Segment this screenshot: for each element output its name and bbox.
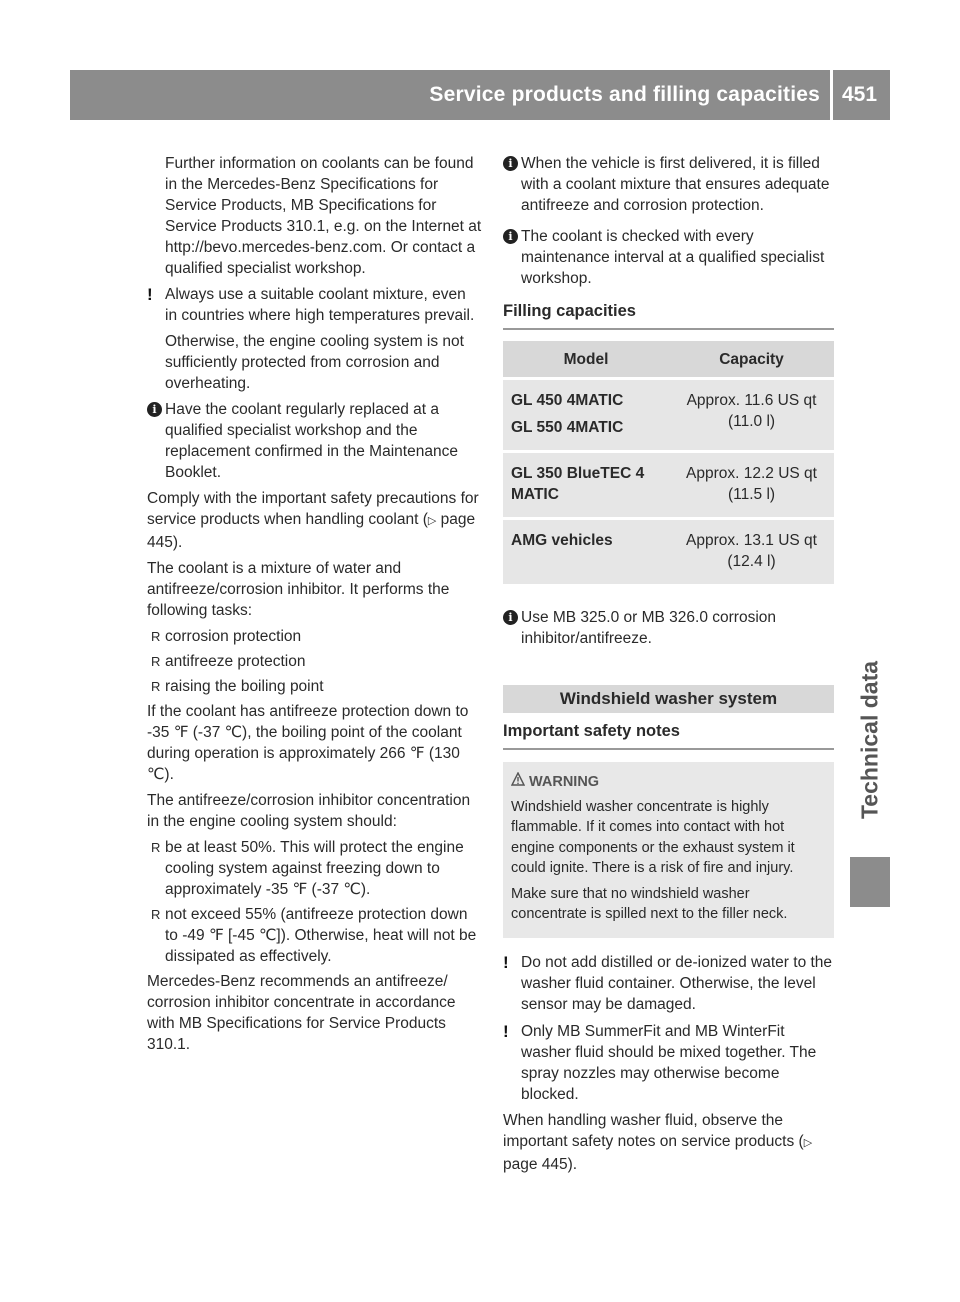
page-header <box>70 70 890 120</box>
info-icon: i <box>147 402 162 417</box>
warning-text: Windshield washer concentrate is highly flammable. If it comes into contact with hot engine components or the exhaust system it could ignite. There is a risk of fire and injury. <box>511 798 795 876</box>
paragraph-text: When handling washer fluid, observe the important safety notes on service products <box>503 1111 795 1150</box>
model-name: GL 450 4MATIC <box>511 392 624 409</box>
info-text: Use MB 325.0 or MB 326.0 corrosion inhibitor/antifreeze. <box>521 609 777 647</box>
model-cell <box>503 380 669 450</box>
filling-capacities-table <box>503 338 834 587</box>
capacity-cell: Approx. 12.2 US qt (11.5 l) <box>669 453 834 517</box>
washer-fluid-paragraph <box>503 1110 834 1175</box>
info-coolant-checked <box>503 226 834 289</box>
note-text: Do not add distilled or de-ionized water to the washer fluid container. Otherwise, the level sensor may be damaged. <box>521 953 833 1013</box>
boiling-point-paragraph: If the coolant has antifreeze protection down to -35 ℉ (-37 ℃), the boiling point of the coolant during operation is approximately 266 ℉ (130 ℃). <box>147 703 469 783</box>
exclamation-icon: ! <box>147 285 153 304</box>
safety-precautions-paragraph <box>147 488 482 553</box>
coolant-info-paragraph: Further information on coolants can be found in the Mercedes-Benz Specifications for Service Products, MB Specifications for Service Products 310.1, e.g. on the Internet at http://bevo.mercedes-benz.com. Or contact a qualified specialist workshop. <box>165 155 482 277</box>
info-text: Have the coolant regularly replaced at a qualified specialist workshop and the replacement confirmed in the Maintenance Booklet. <box>165 401 458 481</box>
left-column <box>147 153 482 1060</box>
exclamation-icon: ! <box>503 952 509 972</box>
column-header-capacity: Capacity <box>669 341 834 377</box>
coolant-mixture-paragraph: The coolant is a mixture of water and antifreeze/corrosion inhibitor. It performs the following tasks: <box>147 560 450 619</box>
list-item-text: antifreeze protection <box>165 653 306 670</box>
list-item <box>147 837 482 900</box>
table-header-row <box>503 341 834 377</box>
bullet-icon: R <box>151 629 161 644</box>
paren: ( <box>422 511 428 528</box>
list-item-text: be at least 50%. This will protect the engine cooling system against freezing down to approximately -35 ℉ (-37 ℃). <box>165 839 464 898</box>
model-name: AMG vehicles <box>511 532 613 549</box>
bullet-icon: R <box>151 679 161 694</box>
note-text: Only MB SummerFit and MB WinterFit washer fluid should be mixed together. The spray nozzles may otherwise become blocked. <box>521 1022 817 1103</box>
capacity-cell: Approx. 13.1 US qt (12.4 l) <box>669 520 834 584</box>
section-title: Windshield washer system <box>503 685 834 713</box>
model-name: GL 550 4MATIC <box>511 419 624 436</box>
side-tab-label: Technical data <box>856 660 883 820</box>
right-column <box>503 153 834 1180</box>
info-replace-coolant <box>147 399 482 483</box>
table-row <box>503 380 834 450</box>
capacity-cell: Approx. 11.6 US qt (11.0 l) <box>669 380 834 450</box>
info-text: When the vehicle is first delivered, it is filled with a coolant mixture that ensures adequate antifreeze and corrosion protection. <box>521 155 830 214</box>
bullet-icon: R <box>151 840 161 855</box>
note-distilled-water <box>503 952 834 1015</box>
side-tab-marker <box>850 857 890 907</box>
list-item <box>147 626 482 647</box>
note-washer-fluid-mix <box>503 1021 834 1105</box>
info-text: The coolant is checked with every maintenance interval at a qualified specialist workshop. <box>521 228 825 287</box>
bullet-icon: R <box>151 907 161 922</box>
paragraph-text: Comply with the important safety precautions for service products when handling coolant <box>147 490 479 528</box>
page-ref-arrow-icon: ▷ <box>427 515 437 527</box>
warning-triangle-icon <box>511 772 525 793</box>
list-item-text: not exceed 55% (antifreeze protection down to -49 ℉ [-45 ℃]). Otherwise, heat will not be dissipated as effectively. <box>165 906 477 965</box>
table-row <box>503 520 834 584</box>
warning-box <box>503 762 834 938</box>
info-first-delivery <box>503 153 834 216</box>
warning-title <box>511 772 824 793</box>
paren: ( <box>798 1132 804 1150</box>
note-text: Always use a suitable coolant mixture, even in countries where high temperatures prevail. <box>165 286 475 324</box>
column-header-model: Model <box>503 341 669 377</box>
exclamation-icon: ! <box>503 1021 509 1041</box>
info-icon: i <box>503 156 518 171</box>
warning-text: Make sure that no windshield washer concentrate is spilled next to the filler neck. <box>511 885 788 922</box>
header-divider <box>830 70 833 120</box>
list-item <box>147 676 482 697</box>
note-text-continued: Otherwise, the engine cooling system is not sufficiently protected from corrosion and overheating. <box>165 333 464 392</box>
side-tab <box>845 640 895 840</box>
warning-label: WARNING <box>529 774 600 790</box>
info-icon: i <box>503 610 518 625</box>
header-title: Service products and filling capacities <box>429 83 820 106</box>
page-number: 451 <box>842 83 878 106</box>
list-item <box>147 904 482 967</box>
safety-notes-heading: Important safety notes <box>503 721 834 750</box>
page-ref-arrow-icon: ▷ <box>803 1136 813 1149</box>
model-cell <box>503 520 669 584</box>
page-ref-link[interactable]: page 445). <box>147 511 476 551</box>
concentration-paragraph: The antifreeze/corrosion inhibitor concentration in the engine cooling system should: <box>147 792 471 830</box>
list-item-text: corrosion protection <box>165 628 302 645</box>
page-ref-link[interactable]: page 445). <box>503 1155 578 1173</box>
list-item <box>147 651 482 672</box>
info-corrosion-inhibitor <box>503 607 834 649</box>
recommendation-paragraph: Mercedes-Benz recommends an antifreeze/ corrosion inhibitor concentrate in accordance with MB Specifications for Service Products 310.1. <box>147 973 456 1053</box>
table-row <box>503 453 834 517</box>
note-coolant-mixture <box>147 284 482 394</box>
info-icon: i <box>503 229 518 244</box>
list-item-text: raising the boiling point <box>165 678 324 695</box>
filling-capacities-heading: Filling capacities <box>503 301 834 330</box>
model-cell <box>503 453 669 517</box>
model-name: GL 350 BlueTEC 4 MATIC <box>511 465 645 503</box>
bullet-icon: R <box>151 654 161 669</box>
